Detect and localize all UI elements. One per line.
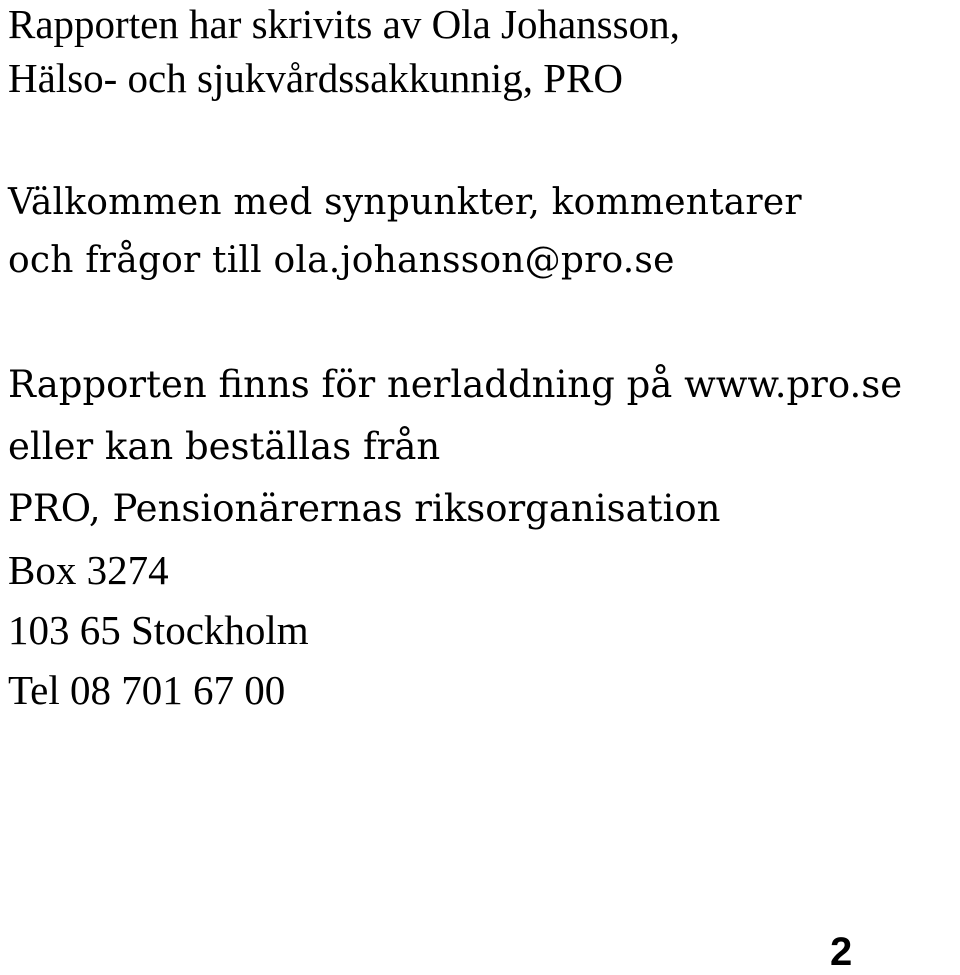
feedback-line-2: och frågor till ola.johansson@pro.se — [8, 240, 675, 281]
ordering-line-1: Rapporten finns för nerladdning på www.pro.se — [8, 363, 903, 406]
ordering-line-2: eller kan beställas från — [8, 425, 441, 468]
feedback-line-1: Välkommen med synpunkter, kommentarer — [8, 182, 802, 223]
author-line-2: Hälso- och sjukvårdssakkunnig, PRO — [8, 55, 623, 101]
ordering-line-3: PRO, Pensionärernas riksorganisation — [8, 487, 721, 530]
address-phone: Tel 08 701 67 00 — [8, 667, 286, 713]
page-number: 2 — [830, 930, 853, 974]
address-city: 103 65 Stockholm — [8, 607, 309, 653]
address-box: Box 3274 — [8, 547, 169, 593]
author-line-1: Rapporten har skrivits av Ola Johansson, — [8, 1, 680, 47]
